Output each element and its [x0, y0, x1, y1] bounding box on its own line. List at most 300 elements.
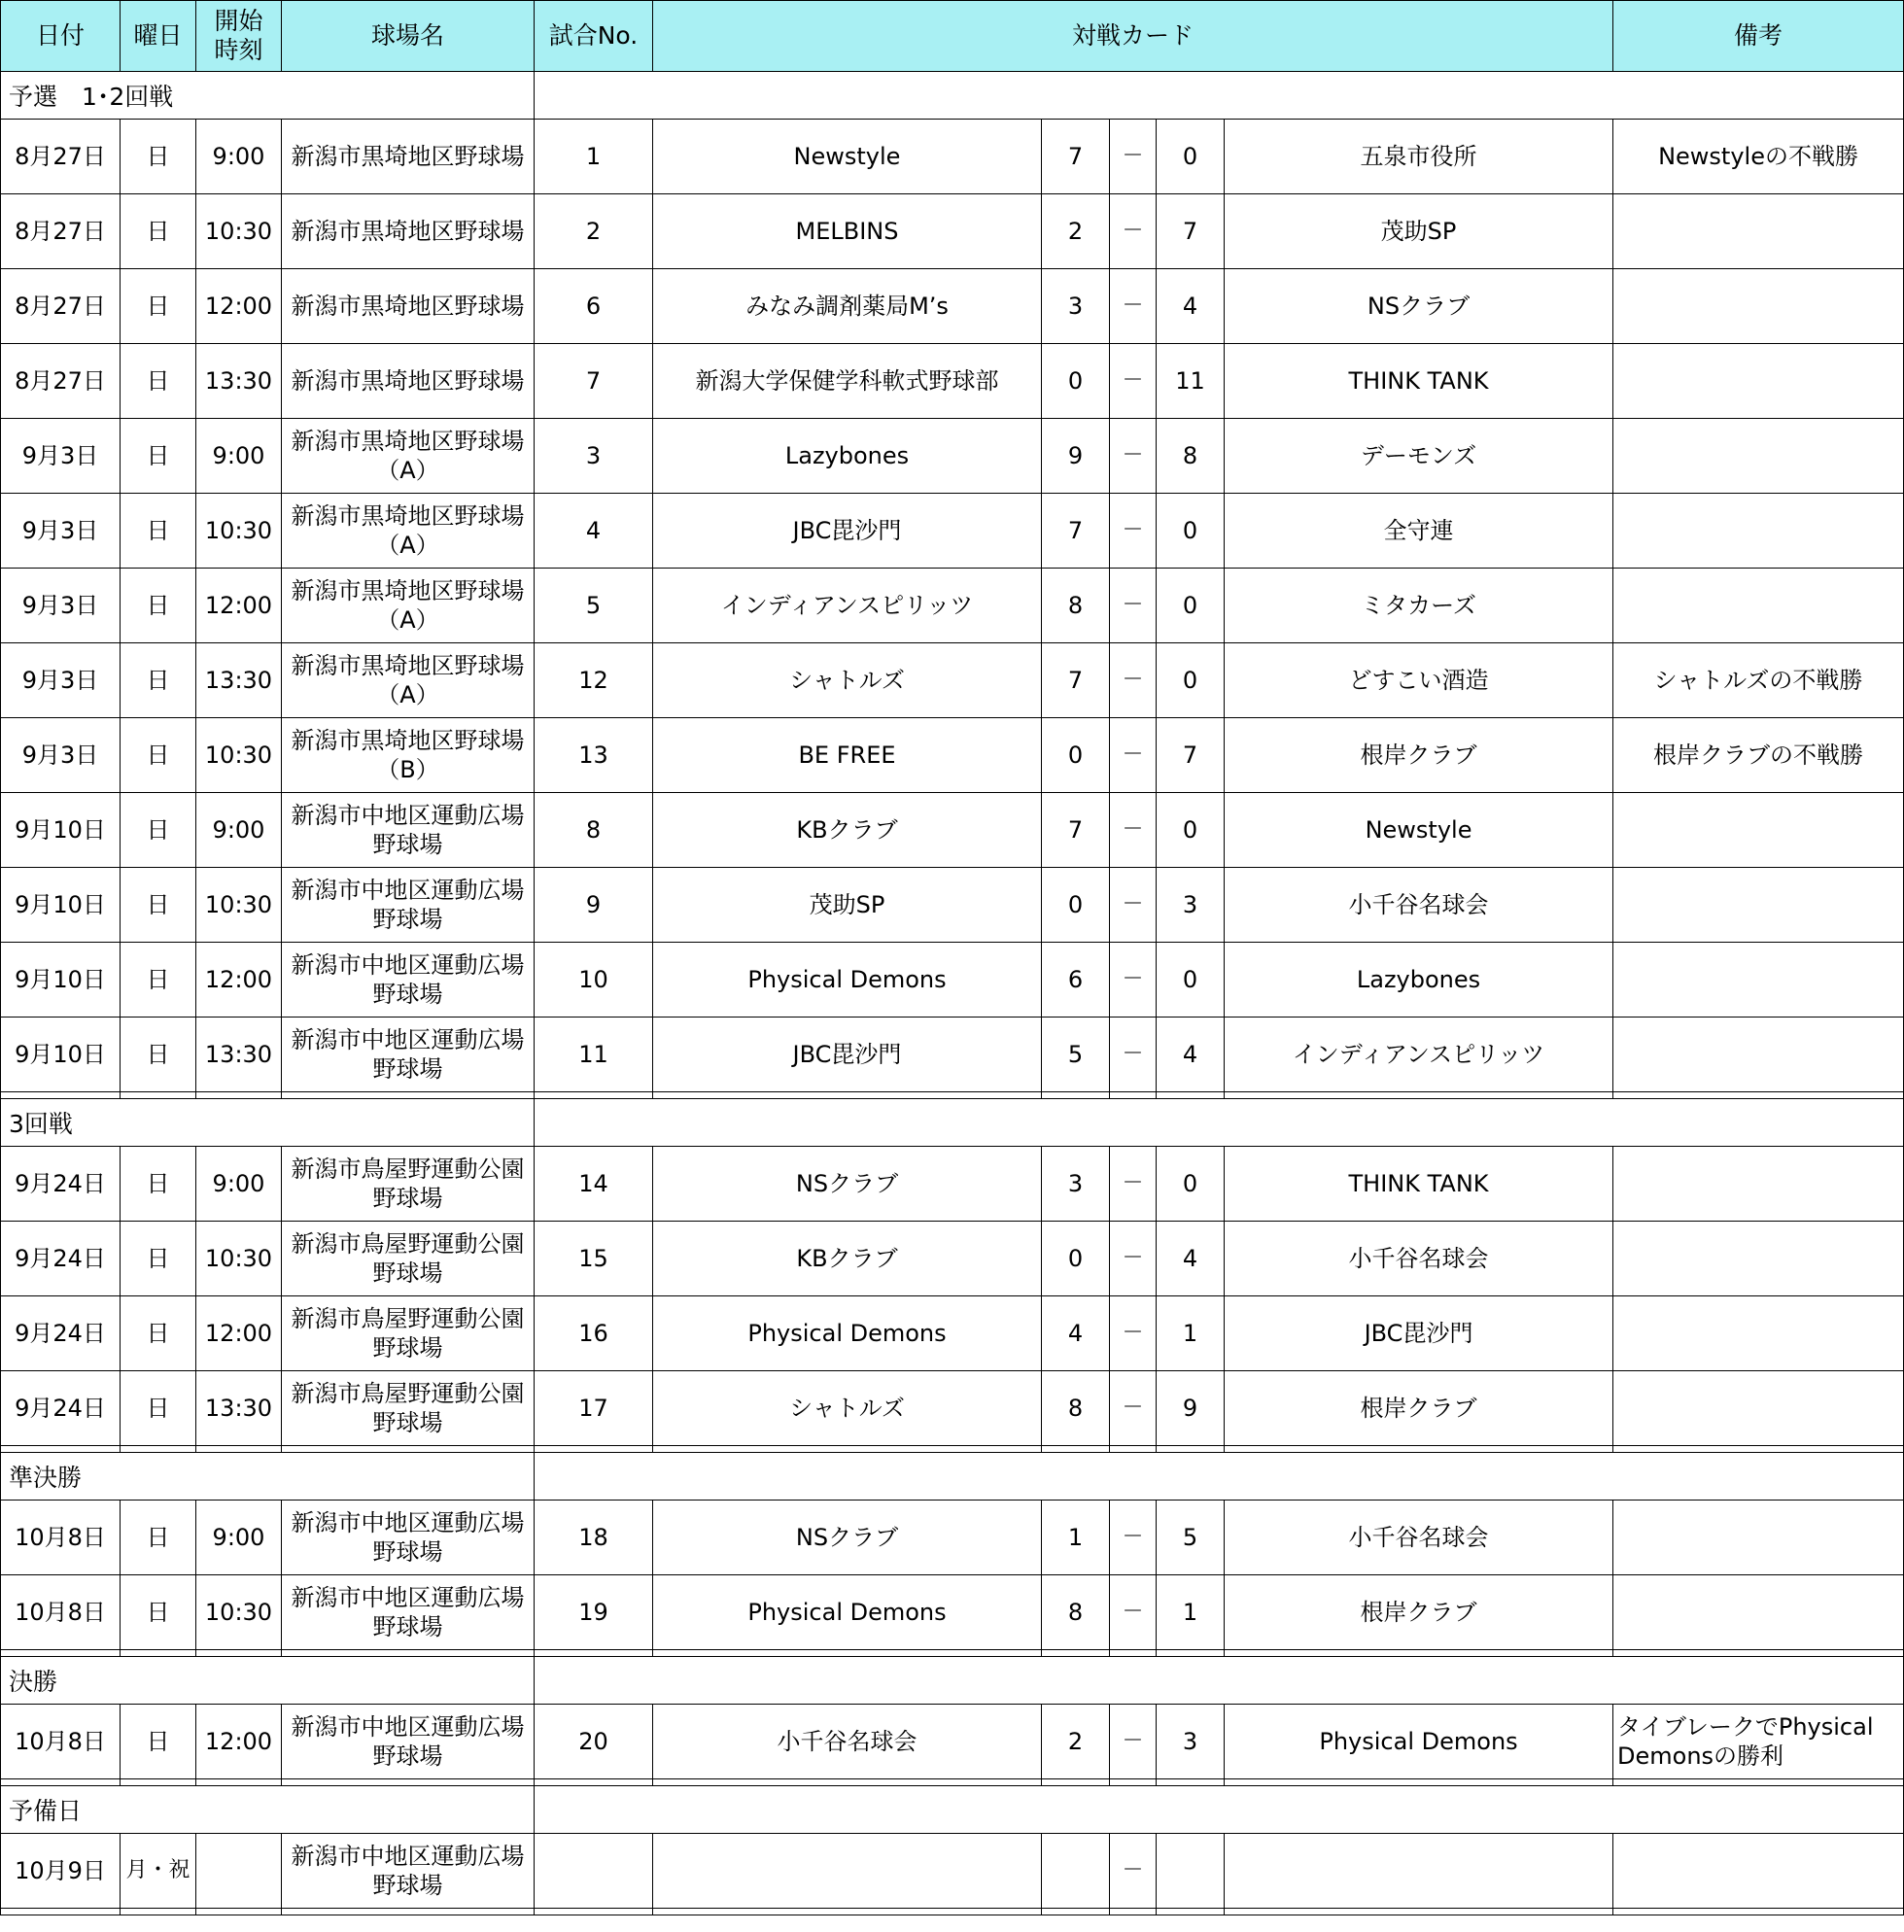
separator-row	[1, 1650, 1904, 1657]
separator-cell	[535, 1779, 653, 1786]
section-title: 予備日	[1, 1786, 535, 1834]
cell-score-dash: －	[1110, 1147, 1157, 1222]
header-weekday: 曜日	[121, 1, 196, 72]
separator-cell	[1042, 1650, 1110, 1657]
separator-cell	[121, 1909, 196, 1915]
cell-start-time	[196, 1834, 282, 1909]
separator-cell	[1110, 1650, 1157, 1657]
cell-note	[1613, 1834, 1904, 1909]
cell-start-time: 13:30	[196, 643, 282, 718]
cell-weekday: 日	[121, 943, 196, 1018]
cell-start-time: 10:30	[196, 868, 282, 943]
separator-cell	[196, 1650, 282, 1657]
cell-game-no: 4	[535, 494, 653, 569]
separator-cell	[1225, 1650, 1613, 1657]
cell-home-team: 小千谷名球会	[653, 1705, 1042, 1779]
section-filler	[535, 1657, 1904, 1705]
cell-away-score: 4	[1157, 1222, 1225, 1296]
cell-away-score: 0	[1157, 494, 1225, 569]
cell-venue: 新潟市黒埼地区野球場	[282, 194, 535, 269]
cell-weekday: 日	[121, 1018, 196, 1092]
cell-game-no	[535, 1834, 653, 1909]
separator-cell	[196, 1092, 282, 1099]
cell-weekday: 日	[121, 1222, 196, 1296]
cell-away-team: Newstyle	[1225, 793, 1613, 868]
cell-venue: 新潟市中地区運動広場 野球場	[282, 1018, 535, 1092]
header-start-time: 開始時刻	[196, 1, 282, 72]
cell-score-dash: －	[1110, 718, 1157, 793]
cell-date: 10月9日	[1, 1834, 121, 1909]
cell-away-score: 7	[1157, 194, 1225, 269]
cell-venue: 新潟市黒埼地区野球場（A）	[282, 643, 535, 718]
cell-game-no: 14	[535, 1147, 653, 1222]
separator-cell	[1110, 1092, 1157, 1099]
section-title: 3回戦	[1, 1099, 535, 1147]
separator-cell	[1157, 1650, 1225, 1657]
cell-home-score: 3	[1042, 1147, 1110, 1222]
cell-away-score: 11	[1157, 344, 1225, 419]
cell-home-score	[1042, 1834, 1110, 1909]
cell-away-score: 4	[1157, 269, 1225, 344]
cell-date: 8月27日	[1, 120, 121, 194]
table-row	[1, 643, 1904, 718]
cell-score-dash: －	[1110, 868, 1157, 943]
table-row	[1, 1147, 1904, 1222]
cell-home-score: 8	[1042, 569, 1110, 643]
cell-date: 9月3日	[1, 494, 121, 569]
separator-cell	[535, 1446, 653, 1453]
cell-weekday: 日	[121, 1296, 196, 1371]
cell-away-score: 3	[1157, 868, 1225, 943]
cell-venue: 新潟市黒埼地区野球場	[282, 120, 535, 194]
cell-away-team: JBC毘沙門	[1225, 1296, 1613, 1371]
cell-home-score: 8	[1042, 1371, 1110, 1446]
separator-cell	[1613, 1092, 1904, 1099]
cell-date: 9月10日	[1, 1018, 121, 1092]
separator-cell	[1, 1909, 121, 1915]
cell-weekday: 日	[121, 1705, 196, 1779]
cell-away-score: 0	[1157, 943, 1225, 1018]
cell-home-team: NSクラブ	[653, 1147, 1042, 1222]
separator-cell	[1613, 1779, 1904, 1786]
cell-date: 9月10日	[1, 793, 121, 868]
header-venue: 球場名	[282, 1, 535, 72]
cell-start-time: 10:30	[196, 494, 282, 569]
cell-away-team: Lazybones	[1225, 943, 1613, 1018]
header-game-no: 試合No.	[535, 1, 653, 72]
cell-note	[1613, 1222, 1904, 1296]
cell-venue: 新潟市中地区運動広場 野球場	[282, 1501, 535, 1575]
table-row	[1, 269, 1904, 344]
separator-cell	[121, 1779, 196, 1786]
separator-row	[1, 1779, 1904, 1786]
header-notes: 備考	[1613, 1, 1904, 72]
cell-score-dash: －	[1110, 643, 1157, 718]
table-row	[1, 1018, 1904, 1092]
cell-game-no: 1	[535, 120, 653, 194]
section-header-row	[1, 1453, 1904, 1501]
cell-score-dash: －	[1110, 494, 1157, 569]
cell-venue: 新潟市中地区運動広場 野球場	[282, 1834, 535, 1909]
cell-away-team: ミタカーズ	[1225, 569, 1613, 643]
separator-cell	[653, 1092, 1042, 1099]
cell-home-score: 6	[1042, 943, 1110, 1018]
separator-cell	[535, 1092, 653, 1099]
separator-cell	[653, 1909, 1042, 1915]
cell-note	[1613, 194, 1904, 269]
cell-home-score: 7	[1042, 120, 1110, 194]
cell-note	[1613, 1501, 1904, 1575]
cell-game-no: 5	[535, 569, 653, 643]
cell-home-score: 0	[1042, 718, 1110, 793]
cell-weekday: 日	[121, 194, 196, 269]
cell-note	[1613, 868, 1904, 943]
cell-date: 9月3日	[1, 419, 121, 494]
cell-weekday: 日	[121, 718, 196, 793]
cell-away-team: 小千谷名球会	[1225, 868, 1613, 943]
cell-venue: 新潟市黒埼地区野球場（B）	[282, 718, 535, 793]
section-title: 準決勝	[1, 1453, 535, 1501]
separator-cell	[1613, 1446, 1904, 1453]
cell-home-team: Physical Demons	[653, 1575, 1042, 1650]
cell-weekday: 日	[121, 868, 196, 943]
cell-venue: 新潟市鳥屋野運動公園 野球場	[282, 1222, 535, 1296]
cell-away-score: 9	[1157, 1371, 1225, 1446]
cell-game-no: 17	[535, 1371, 653, 1446]
section-header-row	[1, 1099, 1904, 1147]
cell-venue: 新潟市黒埼地区野球場	[282, 344, 535, 419]
cell-score-dash: －	[1110, 1018, 1157, 1092]
cell-home-team: Physical Demons	[653, 943, 1042, 1018]
separator-cell	[535, 1909, 653, 1915]
cell-home-score: 7	[1042, 494, 1110, 569]
section-filler	[535, 1453, 1904, 1501]
separator-cell	[282, 1446, 535, 1453]
cell-score-dash: －	[1110, 943, 1157, 1018]
cell-home-team: 茂助SP	[653, 868, 1042, 943]
cell-home-score: 9	[1042, 419, 1110, 494]
cell-score-dash: －	[1110, 194, 1157, 269]
cell-note	[1613, 943, 1904, 1018]
cell-score-dash: －	[1110, 344, 1157, 419]
cell-venue: 新潟市鳥屋野運動公園 野球場	[282, 1371, 535, 1446]
cell-start-time: 10:30	[196, 1575, 282, 1650]
separator-cell	[1, 1092, 121, 1099]
cell-start-time: 10:30	[196, 1222, 282, 1296]
separator-cell	[121, 1650, 196, 1657]
separator-cell	[1042, 1092, 1110, 1099]
cell-game-no: 9	[535, 868, 653, 943]
cell-away-score: 5	[1157, 1501, 1225, 1575]
separator-cell	[1042, 1909, 1110, 1915]
cell-date: 10月8日	[1, 1705, 121, 1779]
cell-score-dash: －	[1110, 1575, 1157, 1650]
cell-away-team: インディアンスピリッツ	[1225, 1018, 1613, 1092]
separator-cell	[121, 1092, 196, 1099]
cell-venue: 新潟市黒埼地区野球場（A）	[282, 569, 535, 643]
cell-away-team: Physical Demons	[1225, 1705, 1613, 1779]
cell-home-score: 1	[1042, 1501, 1110, 1575]
separator-cell	[196, 1446, 282, 1453]
cell-away-score: 0	[1157, 1147, 1225, 1222]
cell-weekday: 日	[121, 793, 196, 868]
separator-cell	[1225, 1909, 1613, 1915]
cell-note	[1613, 569, 1904, 643]
section-header-row	[1, 72, 1904, 120]
cell-game-no: 16	[535, 1296, 653, 1371]
cell-home-team: Physical Demons	[653, 1296, 1042, 1371]
cell-note	[1613, 1371, 1904, 1446]
cell-away-team: 根岸クラブ	[1225, 1575, 1613, 1650]
header-matchup: 対戦カード	[653, 1, 1613, 72]
cell-away-team: 根岸クラブ	[1225, 1371, 1613, 1446]
cell-venue: 新潟市黒埼地区野球場	[282, 269, 535, 344]
separator-cell	[535, 1650, 653, 1657]
table-row	[1, 569, 1904, 643]
separator-cell	[1110, 1779, 1157, 1786]
cell-away-team: デーモンズ	[1225, 419, 1613, 494]
section-filler	[535, 72, 1904, 120]
cell-weekday: 日	[121, 1147, 196, 1222]
cell-venue: 新潟市鳥屋野運動公園 野球場	[282, 1296, 535, 1371]
section-header-row	[1, 1657, 1904, 1705]
cell-home-team: Newstyle	[653, 120, 1042, 194]
cell-home-team: JBC毘沙門	[653, 494, 1042, 569]
separator-cell	[1225, 1779, 1613, 1786]
cell-game-no: 10	[535, 943, 653, 1018]
cell-home-score: 0	[1042, 868, 1110, 943]
cell-weekday: 日	[121, 569, 196, 643]
separator-cell	[121, 1446, 196, 1453]
cell-home-team: KBクラブ	[653, 1222, 1042, 1296]
cell-weekday: 日	[121, 1501, 196, 1575]
separator-cell	[1157, 1779, 1225, 1786]
cell-game-no: 20	[535, 1705, 653, 1779]
cell-start-time: 10:30	[196, 718, 282, 793]
cell-game-no: 2	[535, 194, 653, 269]
cell-away-team: 小千谷名球会	[1225, 1222, 1613, 1296]
cell-away-team: NSクラブ	[1225, 269, 1613, 344]
cell-date: 9月3日	[1, 718, 121, 793]
table-row	[1, 718, 1904, 793]
cell-away-team: 五泉市役所	[1225, 120, 1613, 194]
cell-note: 根岸クラブの不戦勝	[1613, 718, 1904, 793]
cell-home-team: インディアンスピリッツ	[653, 569, 1042, 643]
section-filler	[535, 1786, 1904, 1834]
cell-game-no: 11	[535, 1018, 653, 1092]
cell-date: 9月24日	[1, 1371, 121, 1446]
cell-note: Newstyleの不戦勝	[1613, 120, 1904, 194]
cell-note: タイブレークでPhysical Demonsの勝利	[1613, 1705, 1904, 1779]
separator-cell	[1110, 1909, 1157, 1915]
table-row	[1, 419, 1904, 494]
cell-away-score	[1157, 1834, 1225, 1909]
cell-home-team: NSクラブ	[653, 1501, 1042, 1575]
cell-score-dash: －	[1110, 1501, 1157, 1575]
table-row	[1, 494, 1904, 569]
cell-start-time: 9:00	[196, 1147, 282, 1222]
cell-note	[1613, 1018, 1904, 1092]
table-row	[1, 793, 1904, 868]
separator-cell	[1042, 1446, 1110, 1453]
cell-home-team: KBクラブ	[653, 793, 1042, 868]
cell-venue: 新潟市中地区運動広場 野球場	[282, 793, 535, 868]
cell-home-team: BE FREE	[653, 718, 1042, 793]
cell-away-score: 0	[1157, 643, 1225, 718]
cell-venue: 新潟市黒埼地区野球場（A）	[282, 419, 535, 494]
separator-cell	[653, 1446, 1042, 1453]
cell-away-team: 根岸クラブ	[1225, 718, 1613, 793]
cell-score-dash: －	[1110, 1222, 1157, 1296]
cell-home-score: 0	[1042, 1222, 1110, 1296]
cell-away-team: THINK TANK	[1225, 344, 1613, 419]
separator-cell	[282, 1092, 535, 1099]
cell-start-time: 9:00	[196, 793, 282, 868]
cell-date: 10月8日	[1, 1575, 121, 1650]
cell-away-team: 小千谷名球会	[1225, 1501, 1613, 1575]
cell-note	[1613, 1575, 1904, 1650]
cell-weekday: 日	[121, 269, 196, 344]
cell-score-dash: －	[1110, 1834, 1157, 1909]
cell-note	[1613, 269, 1904, 344]
section-header-row	[1, 1786, 1904, 1834]
cell-date: 9月3日	[1, 643, 121, 718]
cell-away-score: 4	[1157, 1018, 1225, 1092]
cell-home-score: 0	[1042, 344, 1110, 419]
separator-cell	[1157, 1446, 1225, 1453]
cell-date: 10月8日	[1, 1501, 121, 1575]
cell-venue: 新潟市中地区運動広場 野球場	[282, 943, 535, 1018]
cell-note	[1613, 419, 1904, 494]
cell-weekday: 日	[121, 120, 196, 194]
cell-start-time: 9:00	[196, 120, 282, 194]
header-date: 日付	[1, 1, 121, 72]
separator-cell	[1042, 1779, 1110, 1786]
separator-cell	[1225, 1446, 1613, 1453]
separator-cell	[1, 1779, 121, 1786]
separator-cell	[1613, 1650, 1904, 1657]
table-row	[1, 868, 1904, 943]
cell-weekday: 日	[121, 344, 196, 419]
cell-home-team: 新潟大学保健学科軟式野球部	[653, 344, 1042, 419]
cell-home-team: MELBINS	[653, 194, 1042, 269]
section-filler	[535, 1099, 1904, 1147]
cell-home-team: Lazybones	[653, 419, 1042, 494]
cell-score-dash: －	[1110, 1296, 1157, 1371]
cell-score-dash: －	[1110, 569, 1157, 643]
cell-game-no: 15	[535, 1222, 653, 1296]
cell-away-score: 3	[1157, 1705, 1225, 1779]
separator-row	[1, 1446, 1904, 1453]
separator-cell	[282, 1909, 535, 1915]
cell-weekday: 日	[121, 1371, 196, 1446]
section-title: 決勝	[1, 1657, 535, 1705]
separator-cell	[1613, 1909, 1904, 1915]
cell-score-dash: －	[1110, 120, 1157, 194]
cell-home-team	[653, 1834, 1042, 1909]
table-row	[1, 1296, 1904, 1371]
cell-note	[1613, 1147, 1904, 1222]
cell-score-dash: －	[1110, 269, 1157, 344]
cell-start-time: 12:00	[196, 943, 282, 1018]
cell-away-score: 8	[1157, 419, 1225, 494]
cell-venue: 新潟市中地区運動広場 野球場	[282, 1705, 535, 1779]
cell-home-score: 8	[1042, 1575, 1110, 1650]
separator-cell	[1, 1650, 121, 1657]
cell-venue: 新潟市中地区運動広場 野球場	[282, 868, 535, 943]
cell-note: シャトルズの不戦勝	[1613, 643, 1904, 718]
cell-away-score: 1	[1157, 1296, 1225, 1371]
cell-game-no: 7	[535, 344, 653, 419]
separator-cell	[653, 1650, 1042, 1657]
schedule-body	[1, 72, 1904, 1915]
cell-date: 8月27日	[1, 194, 121, 269]
section-title: 予選 1･2回戦	[1, 72, 535, 120]
cell-home-team: JBC毘沙門	[653, 1018, 1042, 1092]
cell-date: 9月24日	[1, 1147, 121, 1222]
cell-weekday: 月・祝	[121, 1834, 196, 1909]
cell-game-no: 18	[535, 1501, 653, 1575]
separator-cell	[1157, 1909, 1225, 1915]
cell-date: 8月27日	[1, 269, 121, 344]
cell-venue: 新潟市鳥屋野運動公園 野球場	[282, 1147, 535, 1222]
cell-weekday: 日	[121, 419, 196, 494]
cell-home-score: 7	[1042, 643, 1110, 718]
cell-away-team: 茂助SP	[1225, 194, 1613, 269]
cell-date: 9月10日	[1, 868, 121, 943]
table-row	[1, 344, 1904, 419]
cell-score-dash: －	[1110, 1705, 1157, 1779]
table-row	[1, 1834, 1904, 1909]
cell-home-team: みなみ調剤薬局M’s	[653, 269, 1042, 344]
cell-home-team: シャトルズ	[653, 643, 1042, 718]
cell-away-score: 0	[1157, 120, 1225, 194]
cell-home-score: 2	[1042, 1705, 1110, 1779]
cell-game-no: 6	[535, 269, 653, 344]
table-row	[1, 1705, 1904, 1779]
separator-row	[1, 1092, 1904, 1099]
cell-start-time: 9:00	[196, 419, 282, 494]
header-row	[1, 1, 1904, 72]
separator-cell	[1157, 1092, 1225, 1099]
separator-cell	[282, 1779, 535, 1786]
cell-away-team	[1225, 1834, 1613, 1909]
cell-home-score: 3	[1042, 269, 1110, 344]
separator-cell	[282, 1650, 535, 1657]
separator-cell	[1, 1446, 121, 1453]
cell-home-score: 7	[1042, 793, 1110, 868]
separator-row	[1, 1909, 1904, 1915]
cell-game-no: 3	[535, 419, 653, 494]
cell-weekday: 日	[121, 643, 196, 718]
separator-cell	[653, 1779, 1042, 1786]
table-row	[1, 943, 1904, 1018]
cell-weekday: 日	[121, 494, 196, 569]
table-row	[1, 1371, 1904, 1446]
table-row	[1, 1575, 1904, 1650]
cell-date: 9月24日	[1, 1222, 121, 1296]
cell-start-time: 9:00	[196, 1501, 282, 1575]
cell-home-team: シャトルズ	[653, 1371, 1042, 1446]
cell-game-no: 12	[535, 643, 653, 718]
separator-cell	[196, 1779, 282, 1786]
cell-game-no: 19	[535, 1575, 653, 1650]
cell-score-dash: －	[1110, 793, 1157, 868]
cell-start-time: 13:30	[196, 1371, 282, 1446]
cell-start-time: 12:00	[196, 269, 282, 344]
cell-start-time: 13:30	[196, 1018, 282, 1092]
cell-start-time: 12:00	[196, 1296, 282, 1371]
